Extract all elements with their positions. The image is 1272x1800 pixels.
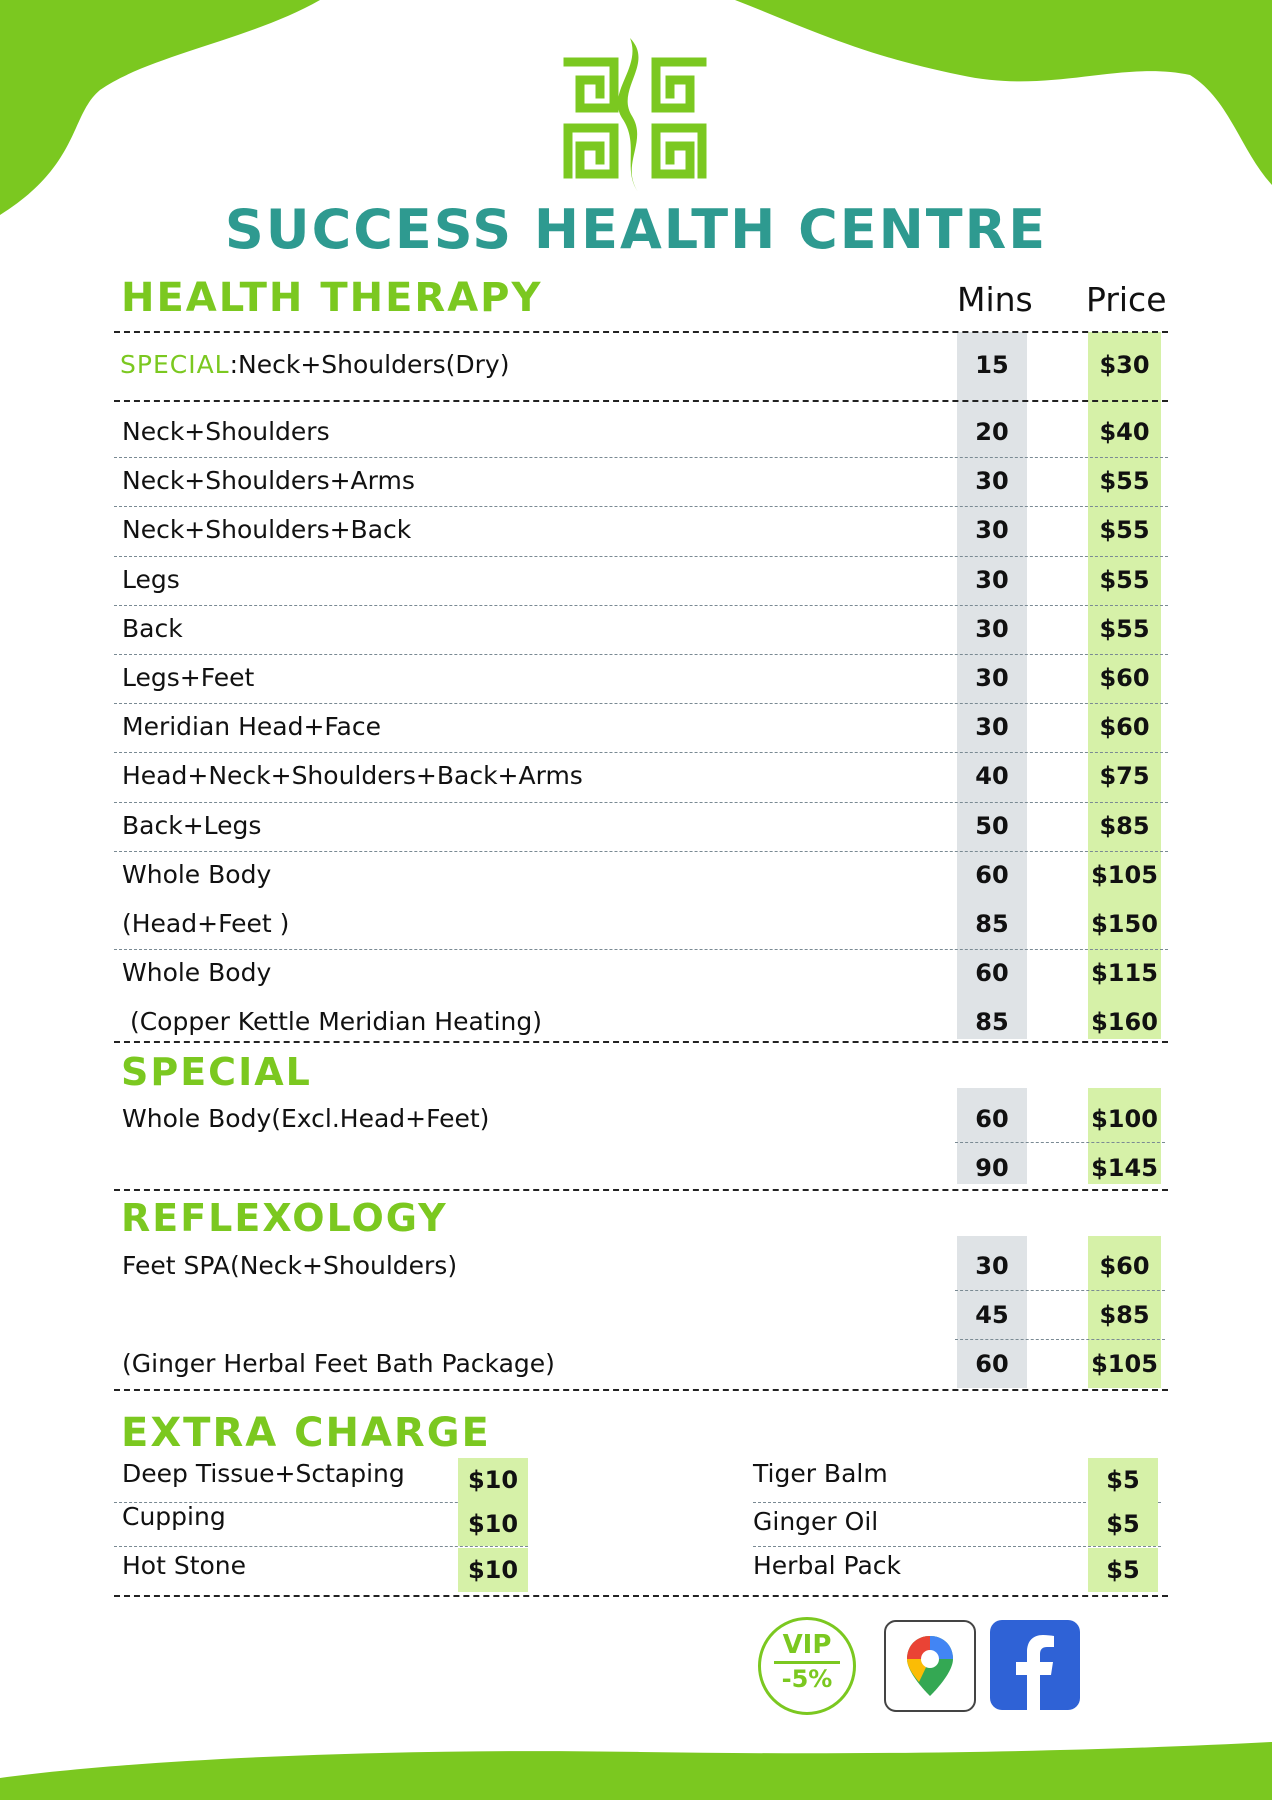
divider xyxy=(114,1189,1168,1191)
divider xyxy=(114,1595,1168,1597)
special-mins-1: 60 xyxy=(975,1105,1009,1133)
special-package-label: Whole Body(Excl.Head+Feet) xyxy=(122,1104,490,1133)
extra-charge-label: Cupping xyxy=(122,1502,226,1531)
extra-charge-label: Deep Tissue+Sctaping xyxy=(122,1459,405,1488)
therapy-label: Legs xyxy=(122,564,180,594)
therapy-mins: 60 xyxy=(975,959,1009,988)
therapy-label: Whole Body xyxy=(122,958,272,988)
special-title: SPECIAL xyxy=(121,1050,312,1094)
divider xyxy=(114,400,1168,402)
therapy-price: $60 xyxy=(1099,664,1150,692)
special-price-2: $145 xyxy=(1091,1154,1158,1182)
divider xyxy=(114,752,1168,753)
vip-discount-badge xyxy=(758,1617,856,1715)
therapy-mins: 85 xyxy=(975,1008,1009,1037)
divider xyxy=(753,1546,1161,1547)
special-offer-mins: 15 xyxy=(975,351,1009,379)
therapy-mins: 30 xyxy=(975,664,1009,692)
therapy-row xyxy=(122,412,1172,452)
reflexology-price-1: $60 xyxy=(1099,1252,1150,1280)
reflexology-mins-3: 60 xyxy=(975,1350,1009,1378)
divider xyxy=(114,1041,1168,1043)
therapy-row xyxy=(122,707,1172,747)
therapy-label: Head+Neck+Shoulders+Back+Arms xyxy=(122,761,583,791)
therapy-row xyxy=(122,560,1172,600)
reflexology-mins-1: 30 xyxy=(975,1252,1009,1280)
facebook-icon[interactable] xyxy=(990,1620,1080,1710)
extra-charge-label: Tiger Balm xyxy=(753,1459,888,1488)
divider xyxy=(114,605,1168,606)
therapy-price: $115 xyxy=(1091,959,1158,988)
therapy-label: Whole Body xyxy=(122,859,272,889)
therapy-label: Back xyxy=(122,613,183,643)
therapy-label: Neck+Shoulders+Back xyxy=(122,515,412,545)
therapy-row xyxy=(122,510,1172,550)
extra-charge-price: $5 xyxy=(1088,1548,1158,1592)
special-package-row xyxy=(122,1099,1172,1139)
therapy-price: $75 xyxy=(1099,762,1150,791)
extra-charge-label: Herbal Pack xyxy=(753,1551,902,1580)
extra-charge-price: $5 xyxy=(1088,1502,1158,1546)
therapy-row xyxy=(122,806,1172,846)
therapy-label: Legs+Feet xyxy=(122,663,255,692)
special-offer-price: $30 xyxy=(1099,351,1150,379)
vip-label: VIP xyxy=(782,1630,832,1660)
therapy-row xyxy=(122,1002,1172,1042)
divider xyxy=(114,506,1168,507)
price-header: Price xyxy=(1086,280,1167,319)
therapy-mins: 50 xyxy=(975,811,1009,840)
extra-charge-price: $5 xyxy=(1088,1458,1158,1502)
therapy-label: Neck+Shoulders xyxy=(122,417,330,446)
therapy-row xyxy=(122,609,1172,649)
therapy-mins: 40 xyxy=(975,762,1009,791)
therapy-row xyxy=(122,855,1172,895)
reflexology-title: REFLEXOLOGY xyxy=(121,1196,448,1240)
therapy-mins: 30 xyxy=(975,467,1009,496)
special-package-row-2 xyxy=(122,1148,1172,1188)
special-price-1: $100 xyxy=(1091,1105,1158,1133)
brand-name: SUCCESS HEALTH CENTRE xyxy=(224,198,1048,261)
therapy-label: (Head+Feet ) xyxy=(122,909,290,938)
therapy-row xyxy=(122,756,1172,796)
therapy-label: Neck+Shoulders+Arms xyxy=(122,466,415,496)
google-maps-icon[interactable] xyxy=(884,1620,976,1712)
extra-charge-price: $10 xyxy=(458,1458,528,1502)
divider xyxy=(114,457,1168,458)
reflexology-label: Feet SPA(Neck+Shoulders) xyxy=(122,1251,458,1280)
divider xyxy=(114,949,1168,950)
extra-charge-label: Ginger Oil xyxy=(753,1507,879,1536)
therapy-row xyxy=(122,658,1172,698)
therapy-price: $160 xyxy=(1091,1008,1158,1037)
divider xyxy=(114,654,1168,655)
therapy-label: (Copper Kettle Meridian Heating) xyxy=(122,1007,543,1037)
reflexology-row-1 xyxy=(122,1246,1172,1286)
therapy-mins: 30 xyxy=(975,516,1009,545)
divider xyxy=(114,1546,528,1547)
extra-charge-label: Hot Stone xyxy=(122,1551,247,1580)
therapy-mins: 30 xyxy=(975,614,1009,643)
therapy-price: $55 xyxy=(1099,614,1150,643)
therapy-label: Meridian Head+Face xyxy=(122,712,381,742)
divider xyxy=(114,331,1168,333)
reflexology-row-2 xyxy=(122,1295,1172,1335)
therapy-price: $60 xyxy=(1099,713,1150,742)
therapy-row xyxy=(122,953,1172,993)
extra-charge-price: $10 xyxy=(458,1502,528,1546)
divider xyxy=(955,1290,1165,1291)
special-mins-2: 90 xyxy=(975,1154,1009,1182)
health-therapy-title: HEALTH THERAPY xyxy=(121,275,543,321)
therapy-mins: 85 xyxy=(975,910,1009,938)
divider xyxy=(114,556,1168,557)
extra-charge-price: $10 xyxy=(458,1548,528,1592)
therapy-price: $55 xyxy=(1099,516,1150,545)
mins-header: Mins xyxy=(957,280,1033,319)
brand-logo xyxy=(560,34,710,194)
therapy-price: $55 xyxy=(1099,565,1150,594)
divider xyxy=(114,802,1168,803)
reflexology-price-2: $85 xyxy=(1099,1301,1150,1329)
vip-discount: -5% xyxy=(781,1664,833,1693)
reflexology-package-label: (Ginger Herbal Feet Bath Package) xyxy=(122,1349,555,1378)
map-pin-icon xyxy=(886,1622,974,1710)
therapy-mins: 60 xyxy=(975,860,1009,889)
reflexology-mins-2: 45 xyxy=(975,1301,1009,1329)
therapy-price: $85 xyxy=(1099,811,1150,840)
therapy-mins: 20 xyxy=(975,418,1009,446)
therapy-mins: 30 xyxy=(975,565,1009,594)
therapy-label: Back+Legs xyxy=(122,810,262,840)
divider xyxy=(955,1339,1165,1340)
therapy-mins: 30 xyxy=(975,713,1009,742)
reflexology-row-3 xyxy=(122,1344,1172,1384)
therapy-price: $105 xyxy=(1091,860,1158,889)
therapy-row xyxy=(122,461,1172,501)
special-offer-label: :Neck+Shoulders(Dry) xyxy=(229,350,510,379)
therapy-price: $150 xyxy=(1091,910,1158,938)
extra-charge-title: EXTRA CHARGE xyxy=(121,1410,491,1456)
divider xyxy=(114,703,1168,704)
therapy-row xyxy=(122,904,1172,944)
therapy-price: $40 xyxy=(1099,418,1150,446)
special-prefix: SPECIAL xyxy=(120,350,230,379)
divider xyxy=(114,851,1168,852)
special-offer-row xyxy=(122,345,1172,385)
therapy-price: $55 xyxy=(1099,467,1150,496)
divider xyxy=(955,1142,1165,1143)
reflexology-price-3: $105 xyxy=(1091,1350,1158,1378)
divider xyxy=(114,1389,1168,1391)
facebook-logo-icon xyxy=(990,1620,1080,1710)
